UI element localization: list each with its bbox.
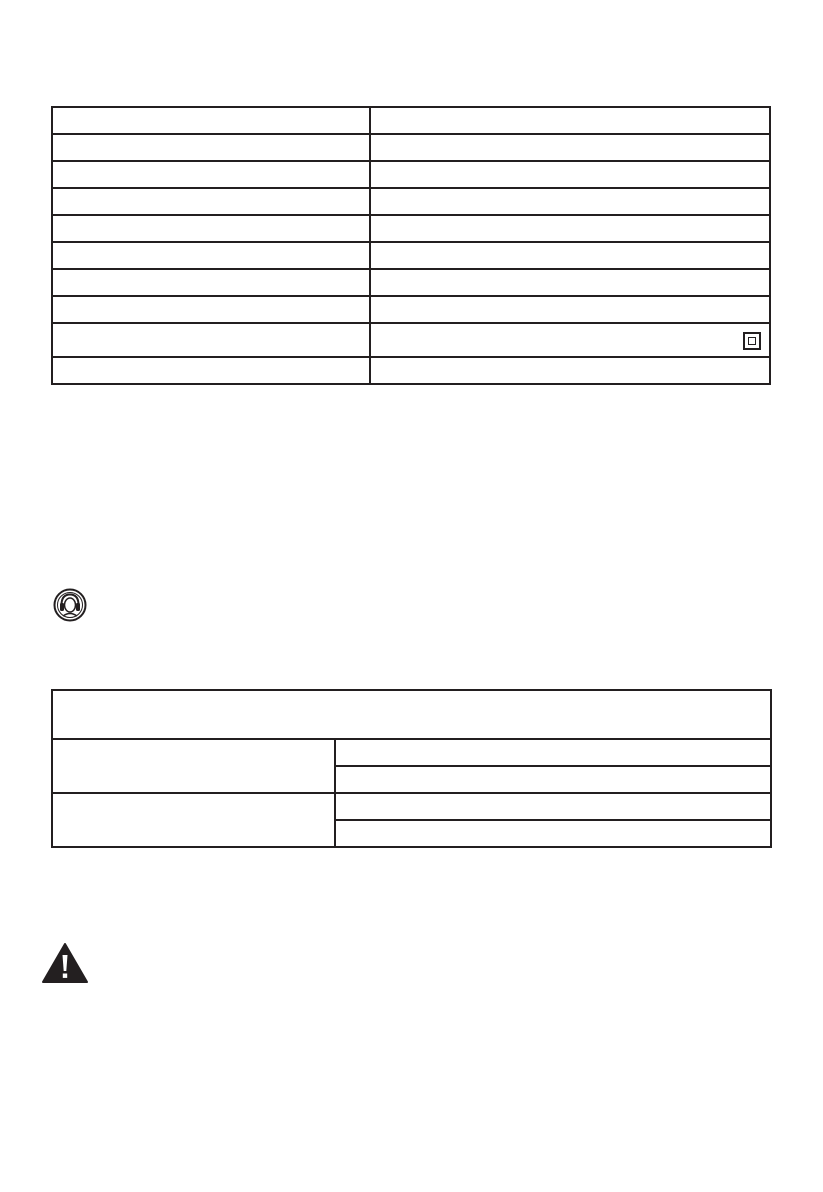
table-row — [52, 739, 771, 766]
table-row — [52, 269, 770, 296]
table-row — [52, 161, 770, 188]
spec-value — [370, 357, 770, 384]
table-row — [52, 357, 770, 384]
spec-label — [52, 134, 370, 161]
ear-protection-icon — [53, 588, 87, 622]
spec-value — [370, 215, 770, 242]
table-row — [52, 188, 770, 215]
spec-value — [370, 296, 770, 323]
table-header-row — [52, 690, 771, 739]
noise-value — [335, 766, 771, 793]
table-row — [52, 134, 770, 161]
noise-label — [52, 793, 335, 847]
spec-label — [52, 323, 370, 357]
warning-icon — [41, 942, 89, 984]
table-row — [52, 323, 770, 357]
double-insulation-icon — [743, 332, 761, 350]
spec-label — [52, 242, 370, 269]
spec-label — [52, 107, 370, 134]
specifications-table — [51, 106, 771, 385]
spec-label — [52, 161, 370, 188]
spec-label — [52, 215, 370, 242]
spec-value — [370, 107, 770, 134]
spec-value — [370, 242, 770, 269]
noise-value — [335, 739, 771, 766]
noise-label — [52, 739, 335, 793]
table-row — [52, 107, 770, 134]
table-row — [52, 215, 770, 242]
table-row — [52, 242, 770, 269]
noise-value — [335, 820, 771, 847]
spec-value — [370, 188, 770, 215]
spec-label — [52, 296, 370, 323]
noise-vibration-table — [51, 689, 772, 848]
spec-value — [370, 161, 770, 188]
spec-value — [370, 134, 770, 161]
spec-label — [52, 188, 370, 215]
spec-label — [52, 357, 370, 384]
spec-value — [370, 269, 770, 296]
noise-table-header — [52, 690, 771, 739]
noise-value — [335, 793, 771, 820]
spec-value-cell — [370, 323, 770, 357]
table-row — [52, 793, 771, 820]
spec-label — [52, 269, 370, 296]
table-row — [52, 296, 770, 323]
